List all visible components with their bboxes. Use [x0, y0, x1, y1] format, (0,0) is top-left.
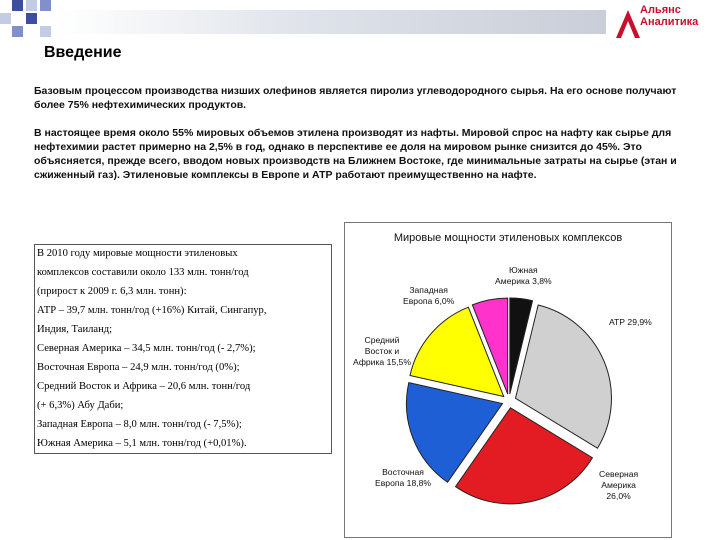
- stats-line: АТР – 39,7 млн. тонн/год (+16%) Китай, Сингапур,: [37, 305, 267, 316]
- stats-line: Южная Америка – 5,1 млн. тонн/год (+0,01%).: [37, 438, 247, 449]
- decor-square: [40, 0, 51, 11]
- logo-text: [640, 4, 698, 28]
- decor-square: [26, 13, 37, 24]
- intro-paragraph-1: Базовым процессом производства низших олефинов является пиролиз углеводородного сырья. На его основе получают более 75% нефтехимических продуктов.: [34, 85, 677, 111]
- logo-mark-icon: [616, 10, 640, 38]
- stats-line: (прирост к 2009 г. 6,3 млн. тонн):: [37, 286, 187, 297]
- decor-square: [26, 0, 37, 11]
- logo-line2: Аналитика: [640, 16, 699, 28]
- capacity-stats-box: [34, 244, 332, 454]
- label-middle-east-africa: Средний Восток и Африка 15,5%: [353, 335, 411, 367]
- chart-title: Мировые мощности этиленовых комплексов: [393, 232, 623, 244]
- label-east-europe: Восточная Европа 18,8%: [375, 467, 432, 488]
- decor-square: [12, 26, 23, 37]
- label-apr: АТР 29,9%: [609, 317, 652, 327]
- logo-line1: Альянс: [640, 4, 681, 16]
- stats-line: Северная Америка – 34,5 млн. тонн/год (- 2,7%);: [37, 343, 256, 354]
- decor-square: [12, 0, 23, 11]
- decorative-squares: [0, 0, 60, 40]
- label-west-europe: Западная Европа 6,0%: [403, 285, 455, 306]
- stats-line: Западная Европа – 8,0 млн. тонн/год (- 7,5%);: [37, 419, 242, 430]
- stats-line: (+ 6,3%) Абу Даби;: [37, 400, 124, 411]
- stats-line: Средний Восток и Африка – 20,6 млн. тонн/год: [37, 381, 251, 392]
- stats-line: Индия, Таиланд;: [37, 324, 113, 335]
- label-south-america: Южная Америка 3,8%: [495, 265, 552, 286]
- intro-paragraph-2: В настоящее время около 55% мировых объемов этилена производят из нафты. Мировой спрос на нафту как сырье для нефтехимии растет примерно на 2,5% в год, однако в перспективе ее доля на мировом рынке снизится до 45%. Это объясняется, прежде всего, вводом новых производств на Ближнем Востоке, где минимальные затраты на сырье (этан и сжиженный газ). Этиленовые комплексы в Европе и АТР работают преимущественно на нафте.: [34, 127, 677, 181]
- stats-line: В 2010 году мировые мощности этиленовых: [37, 248, 238, 259]
- pie-chart-panel: [344, 222, 672, 538]
- label-north-america: Северная Америка 26,0%: [599, 469, 639, 501]
- stats-line: Восточная Европа – 24,9 млн. тонн/год (0%);: [37, 362, 240, 373]
- header-gradient-bar: [58, 10, 606, 34]
- page-title: Введение: [44, 44, 122, 61]
- decor-square: [0, 13, 11, 24]
- decor-square: [40, 26, 51, 37]
- stats-line: комплексов составили около 133 млн. тонн/год: [37, 267, 249, 278]
